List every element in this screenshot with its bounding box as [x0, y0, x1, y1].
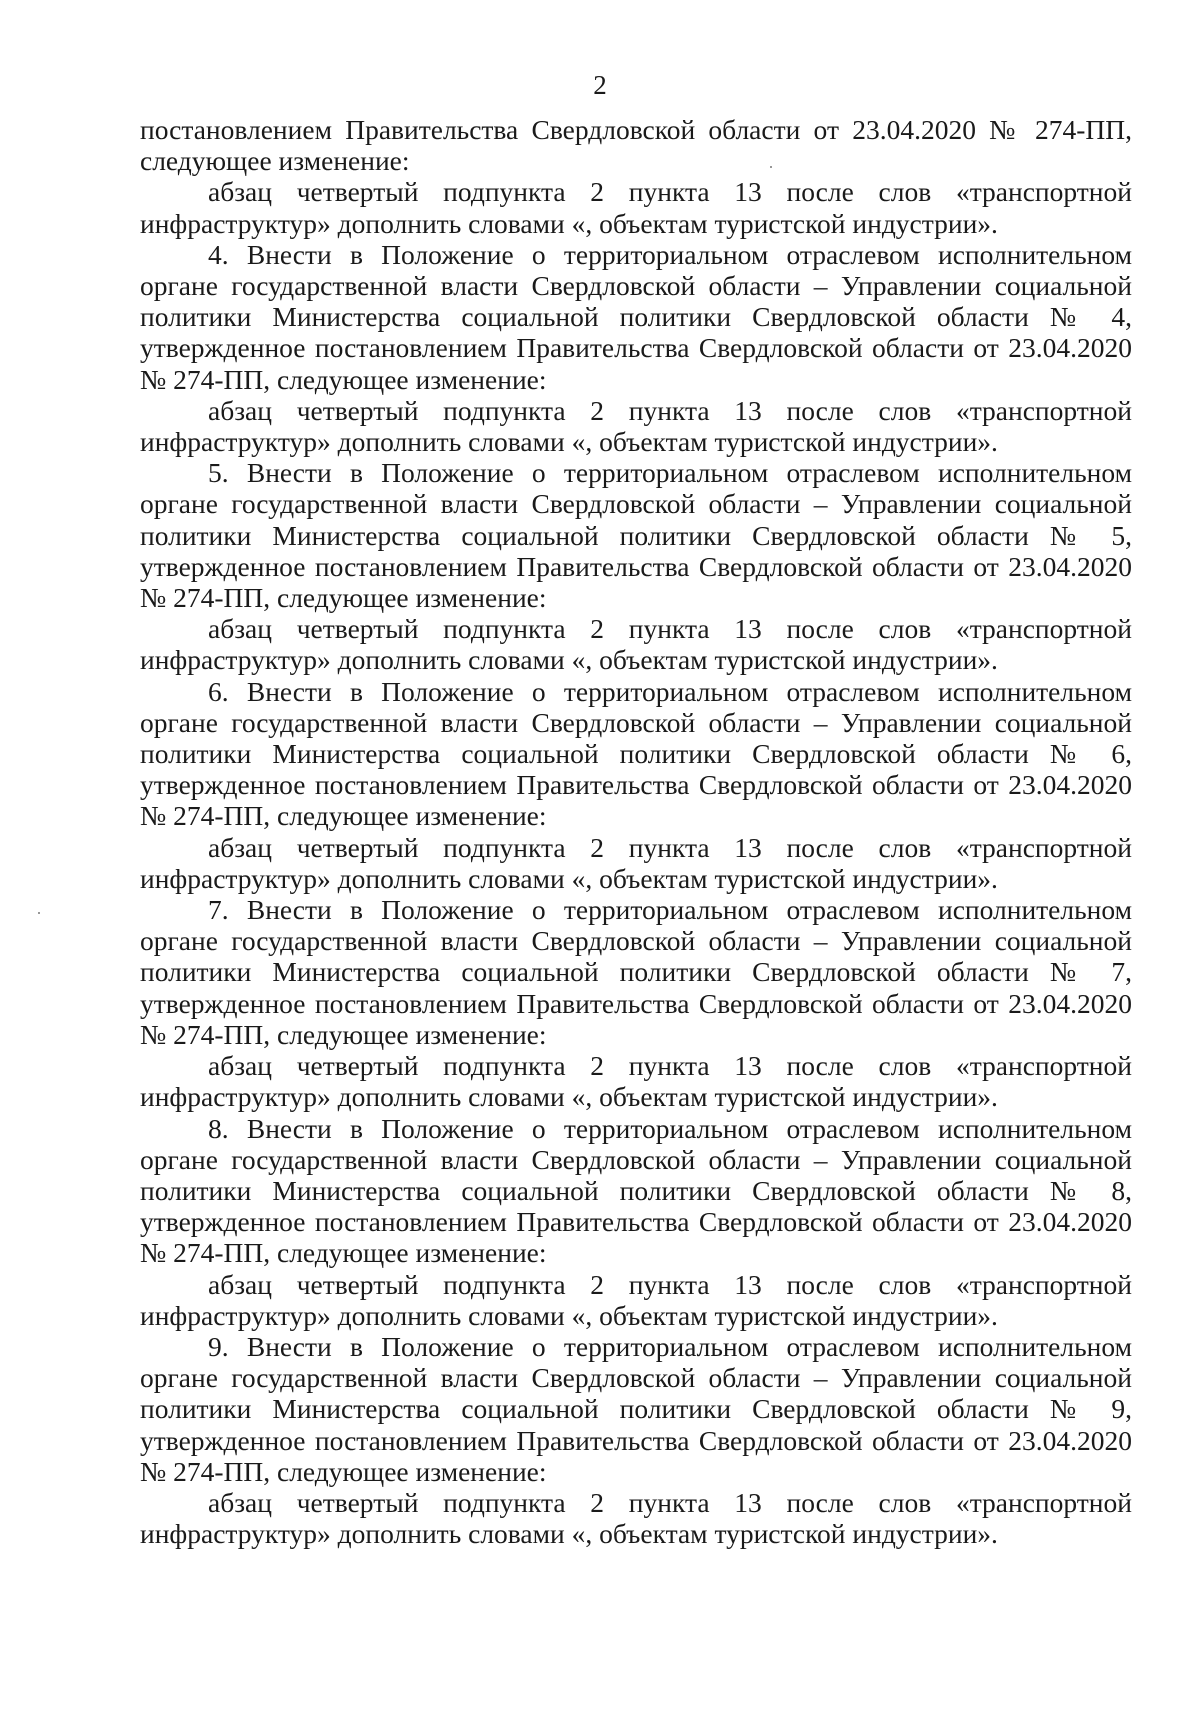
- document-body: [140, 114, 1132, 1549]
- paragraph-amendment: абзац четвертый подпункта 2 пункта 13 после слов «транспортной инфраструктур» дополнить словами «, объектам туристской индустрии».: [140, 613, 1132, 676]
- paragraph-item-9: 9. Внести в Положение о территориальном отраслевом исполнительном органе государственной власти Свердловской области – Управлении социальной политики Министерства социальной политики Свердловской области № 9, утвержденное постановлением Правительства Свердловской области от 23.04.2020 № 274-ПП, следующее изменение:: [140, 1330, 1132, 1487]
- paragraph-item-4: 4. Внести в Положение о территориальном отраслевом исполнительном органе государственной власти Свердловской области – Управлении социальной политики Министерства социальной политики Свердловской области № 4, утвержденное постановлением Правительства Свердловской области от 23.04.2020 № 274-ПП, следующее изменение:: [140, 238, 1132, 395]
- page-number: 2: [593, 70, 607, 100]
- paragraph-amendment: абзац четвертый подпункта 2 пункта 13 после слов «транспортной инфраструктур» дополнить словами «, объектам туристской индустрии».: [140, 176, 1132, 239]
- paragraph-item-7: 7. Внести в Положение о территориальном отраслевом исполнительном органе государственной власти Свердловской области – Управлении социальной политики Министерства социальной политики Свердловской области № 7, утвержденное постановлением Правительства Свердловской области от 23.04.2020 № 274-ПП, следующее изменение:: [140, 894, 1132, 1050]
- paragraph-amendment: абзац четвертый подпункта 2 пункта 13 после слов «транспортной инфраструктур» дополнить словами «, объектам туристской индустрии».: [140, 831, 1132, 894]
- paragraph-amendment: абзац четвертый подпункта 2 пункта 13 после слов «транспортной инфраструктур» дополнить словами «, объектам туристской индустрии».: [140, 394, 1132, 458]
- paragraph-continuation: постановлением Правительства Свердловской области от 23.04.2020 № 274-ПП, следующее изменение:: [140, 114, 1132, 177]
- paragraph-item-8: 8. Внести в Положение о территориальном отраслевом исполнительном органе государственной власти Свердловской области – Управлении социальной политики Министерства социальной политики Свердловской области № 8, утвержденное постановлением Правительства Свердловской области от 23.04.2020 № 274-ПП, следующее изменение:: [140, 1112, 1132, 1269]
- scan-artifact: [38, 912, 40, 914]
- paragraph-amendment: абзац четвертый подпункта 2 пункта 13 после слов «транспортной инфраструктур» дополнить словами «, объектам туристской индустрии».: [140, 1486, 1132, 1550]
- paragraph-item-6: 6. Внести в Положение о территориальном отраслевом исполнительном органе государственной власти Свердловской области – Управлении социальной политики Министерства социальной политики Свердловской области № 6, утвержденное постановлением Правительства Свердловской области от 23.04.2020 № 274-ПП, следующее изменение:: [140, 675, 1132, 832]
- paragraph-amendment: абзац четвертый подпункта 2 пункта 13 после слов «транспортной инфраструктур» дополнить словами «, объектам туристской индустрии».: [140, 1268, 1132, 1331]
- paragraph-amendment: абзац четвертый подпункта 2 пункта 13 после слов «транспортной инфраструктур» дополнить словами «, объектам туристской индустрии».: [140, 1050, 1132, 1113]
- paragraph-item-5: 5. Внести в Положение о территориальном отраслевом исполнительном органе государственной власти Свердловской области – Управлении социальной политики Министерства социальной политики Свердловской области № 5, утвержденное постановлением Правительства Свердловской области от 23.04.2020 № 274-ПП, следующее изменение:: [140, 457, 1132, 614]
- scan-artifact: [770, 166, 772, 168]
